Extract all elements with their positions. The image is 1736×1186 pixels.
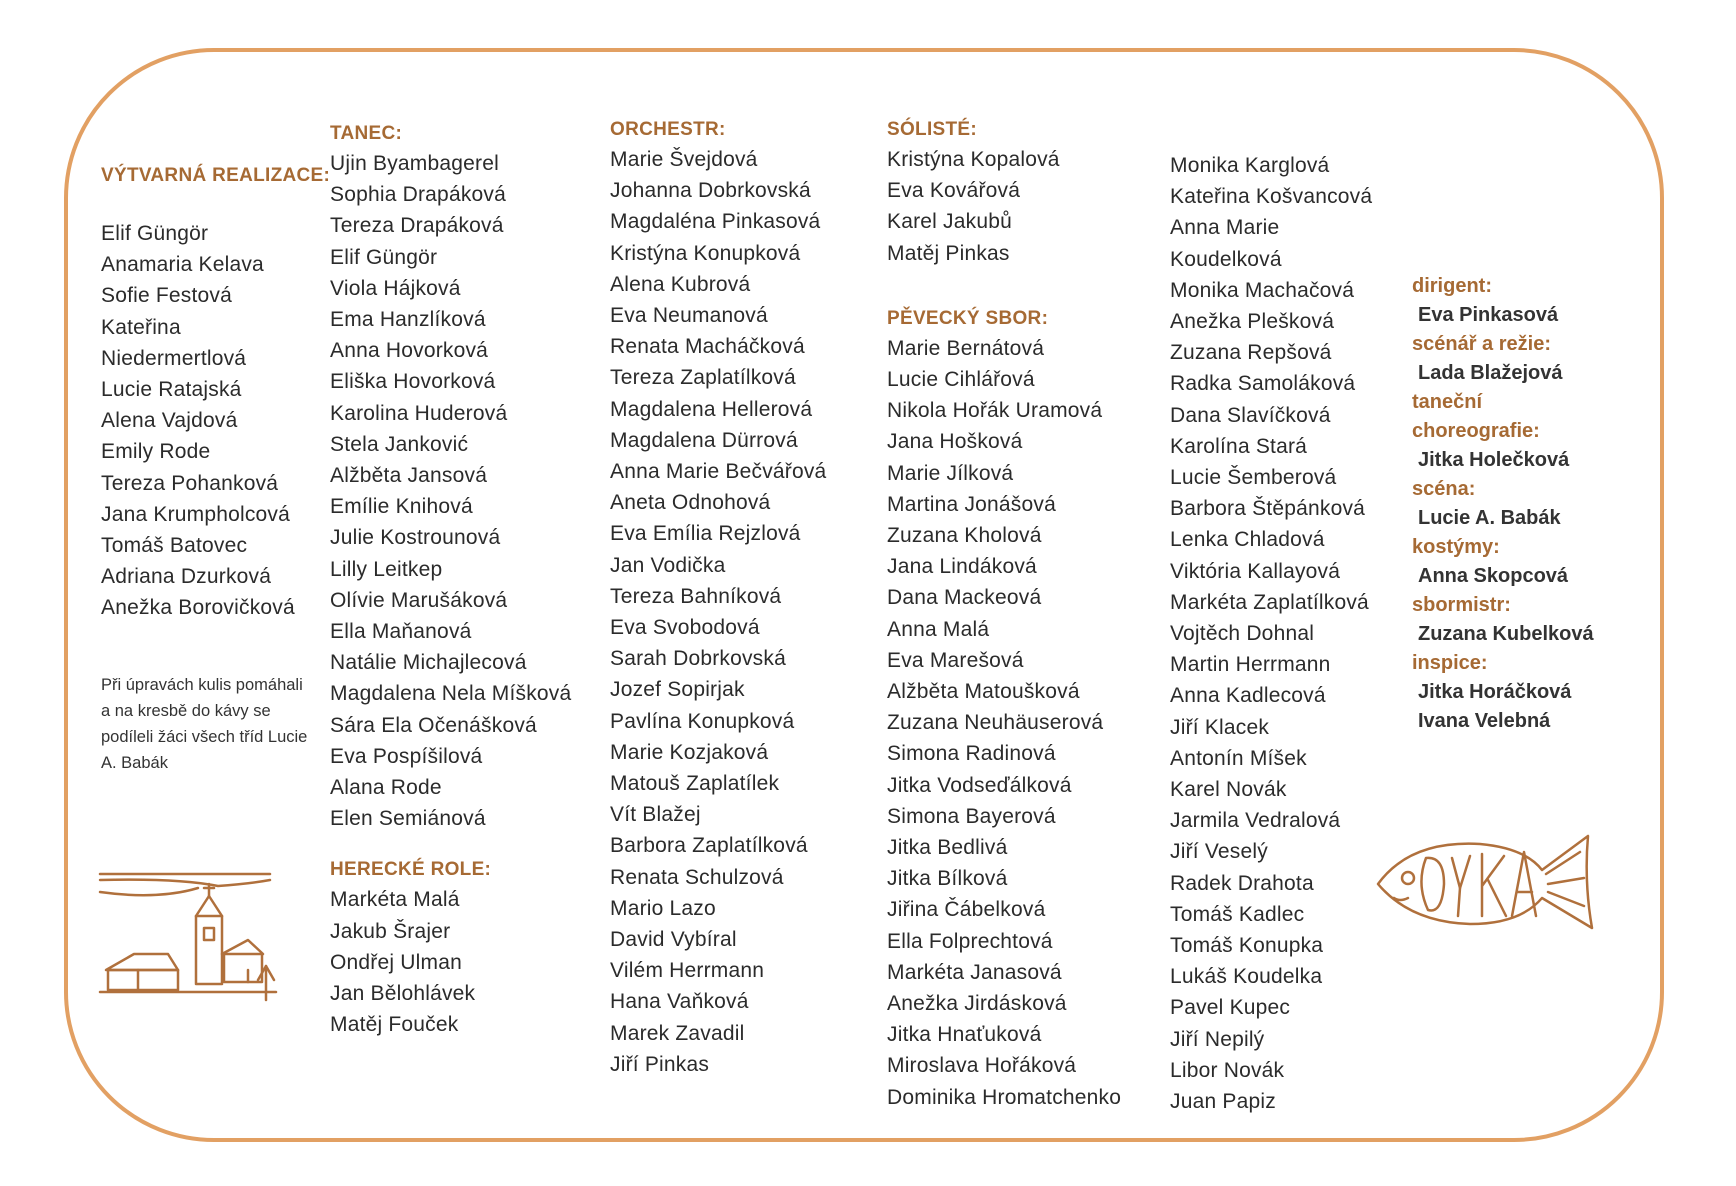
- name-item: Kristýna Konupková: [610, 241, 801, 265]
- name-item: Alžběta Matoušková: [887, 680, 1080, 704]
- name-item: Barbora Štěpánková: [1170, 497, 1366, 521]
- name-item: Eva Emília Rejzlová: [610, 522, 801, 546]
- choir-continued-column: [1170, 150, 1372, 1117]
- credit-role: inspice:: [1412, 652, 1488, 674]
- name-item: Eva Svobodová: [610, 616, 760, 640]
- name-item: Aneta Odnohová: [610, 491, 771, 515]
- name-item: Mario Lazo: [610, 896, 716, 920]
- name-item: Magdaléna Pinkasová: [610, 210, 821, 234]
- name-item: Jiří Klacek: [1170, 715, 1270, 739]
- name-item: Anna Malá: [887, 617, 990, 641]
- name-item: Pavlína Konupková: [610, 709, 795, 733]
- name-item: Eva Kovářová: [887, 179, 1021, 203]
- name-item: Anamaria Kelava: [101, 253, 264, 277]
- name-item: Monika Machačová: [1170, 278, 1355, 302]
- name-item: Karel Jakubů: [887, 210, 1012, 234]
- name-item: Natálie Michajlecová: [330, 651, 527, 675]
- choir-continued-list: [1170, 150, 1372, 1117]
- name-item: Barbora Zaplatílková: [610, 834, 808, 858]
- orchestra-column: [610, 116, 826, 1080]
- name-item: Jitka Bedlivá: [887, 836, 1008, 860]
- name-item: Johanna Dobrkovská: [610, 179, 811, 203]
- name-item: Elif Güngör: [101, 222, 209, 245]
- credit-person: Eva Pinkasová: [1418, 304, 1559, 326]
- credit-role: choreografie:: [1412, 420, 1540, 442]
- credit-person: Zuzana Kubelková: [1418, 623, 1594, 645]
- name-item: Miroslava Hořáková: [887, 1054, 1077, 1078]
- name-item: Karel Novák: [1170, 778, 1287, 802]
- name-item: Monika Karglová: [1170, 154, 1330, 177]
- village-church-icon: [98, 870, 278, 1005]
- name-item: Jitka Vodseďálková: [887, 773, 1072, 797]
- name-item: Pavel Kupec: [1170, 996, 1291, 1020]
- name-item: Jiří Veselý: [1170, 840, 1268, 864]
- name-item: Julie Kostrounová: [330, 526, 501, 550]
- name-item: Marie Kozjaková: [610, 740, 769, 764]
- name-item: Karolína Stará: [1170, 434, 1308, 458]
- credit-person: Jitka Holečková: [1418, 449, 1570, 471]
- credit-person: Anna Skopcová: [1418, 565, 1569, 587]
- soloists-column: [887, 116, 1121, 1113]
- name-item: Alana Rode: [330, 776, 442, 800]
- name-item: Eva Neumanová: [610, 304, 768, 328]
- name-item: Jan Vodička: [610, 553, 726, 577]
- name-item: Ella Maňanová: [330, 620, 472, 644]
- name-item: Viktória Kallayová: [1170, 559, 1341, 583]
- name-item: Lucie Cihlářová: [887, 368, 1035, 392]
- name-item: Koudelková: [1170, 247, 1282, 271]
- name-item: Kristýna Kopalová: [887, 148, 1060, 171]
- name-item: Antonín Míšek: [1170, 746, 1307, 770]
- name-item: Anežka Jirdásková: [887, 992, 1067, 1016]
- credit-role: dirigent:: [1412, 275, 1492, 297]
- name-item: Elif Güngör: [330, 245, 438, 269]
- name-item: Niedermertlová: [101, 346, 247, 370]
- name-item: Matěj Fouček: [330, 1013, 459, 1037]
- name-item: Ondřej Ulman: [330, 950, 462, 974]
- name-item: Karolina Huderová: [330, 401, 508, 425]
- name-item: Adriana Dzurková: [101, 565, 272, 589]
- name-item: Sára Ela Očenášková: [330, 713, 537, 737]
- name-item: Lilly Leitkep: [330, 557, 443, 581]
- name-item: Eva Pospíšilová: [330, 744, 483, 768]
- acting-list: [330, 884, 571, 1040]
- fish-icon: [1370, 822, 1600, 942]
- name-item: Tomáš Batovec: [101, 534, 248, 558]
- name-item: Magdalena Nela Míšková: [330, 682, 572, 706]
- name-item: Anežka Borovičková: [101, 596, 295, 620]
- visual-art-heading: VÝTVARNÁ REALIZACE:: [101, 165, 331, 186]
- name-item: Jana Lindáková: [887, 555, 1037, 579]
- name-item: Eva Marešová: [887, 648, 1024, 672]
- dance-column: [330, 120, 571, 1040]
- orchestra-list: [610, 144, 826, 1080]
- name-item: Alena Vajdová: [101, 409, 238, 433]
- name-item: Markéta Janasová: [887, 960, 1062, 984]
- name-item: Zuzana Repšová: [1170, 341, 1332, 365]
- name-item: Kateřina Košvancová: [1170, 185, 1373, 209]
- visual-art-list: [101, 218, 330, 624]
- name-item: Lucie Šemberová: [1170, 466, 1337, 490]
- name-item: Markéta Malá: [330, 888, 460, 912]
- orchestra-heading: ORCHESTR:: [610, 119, 726, 140]
- name-item: Marie Jílková: [887, 461, 1014, 485]
- name-item: Vilém Herrmann: [610, 959, 765, 983]
- name-item: Martin Herrmann: [1170, 653, 1331, 677]
- dance-list: [330, 148, 571, 834]
- name-item: Jitka Hnaťuková: [887, 1023, 1042, 1047]
- visual-art-column: [101, 162, 330, 624]
- name-item: Libor Novák: [1170, 1058, 1285, 1082]
- name-item: Dana Slavíčková: [1170, 403, 1331, 427]
- name-item: Lucie Ratajská: [101, 378, 242, 402]
- name-item: Emily Rode: [101, 440, 211, 464]
- name-item: Anna Marie: [1170, 216, 1280, 240]
- name-item: Alžběta Jansová: [330, 464, 488, 488]
- name-item: Marek Zavadil: [610, 1021, 745, 1045]
- name-item: Sophia Drapáková: [330, 183, 506, 207]
- credit-role: scénář a režie:: [1412, 333, 1551, 355]
- name-item: Radka Samoláková: [1170, 372, 1356, 396]
- name-item: Dana Mackeová: [887, 586, 1042, 610]
- name-item: Elen Semiánová: [330, 807, 486, 831]
- name-item: Vojtěch Dohnal: [1170, 622, 1315, 646]
- name-item: Markéta Zaplatílková: [1170, 590, 1369, 614]
- credit-role: scéna:: [1412, 478, 1476, 500]
- name-item: Radek Drahota: [1170, 871, 1314, 895]
- name-item: Jozef Sopirjak: [610, 678, 745, 702]
- name-item: Sofie Festová: [101, 284, 232, 308]
- name-item: Ella Folprechtová: [887, 929, 1053, 953]
- name-item: Magdalena Hellerová: [610, 397, 813, 421]
- name-item: Jarmila Vedralová: [1170, 809, 1341, 833]
- name-item: Kateřina: [101, 315, 181, 339]
- name-item: Marie Bernátová: [887, 336, 1045, 360]
- name-item: Hana Vaňková: [610, 990, 749, 1014]
- credits-block: [1412, 272, 1612, 736]
- name-item: Jakub Šrajer: [330, 919, 451, 943]
- credit-role: sbormistr:: [1412, 594, 1511, 616]
- credit-person: Lada Blažejová: [1418, 362, 1563, 384]
- name-item: Matouš Zaplatílek: [610, 772, 780, 796]
- name-item: Anna Hovorková: [330, 339, 489, 363]
- name-item: Martina Jonášová: [887, 492, 1056, 516]
- name-item: Nikola Hořák Uramová: [887, 399, 1103, 423]
- name-item: Anna Marie Bečvářová: [610, 460, 827, 484]
- name-item: Simona Bayerová: [887, 804, 1056, 828]
- name-item: Magdalena Dürrová: [610, 428, 798, 452]
- name-item: Tereza Drapáková: [330, 214, 504, 238]
- name-item: Tereza Zaplatílková: [610, 366, 796, 390]
- name-item: Sarah Dobrkovská: [610, 647, 786, 671]
- name-item: Alena Kubrová: [610, 272, 751, 296]
- acting-heading: HERECKÉ ROLE:: [330, 859, 492, 881]
- name-item: Zuzana Kholová: [887, 524, 1042, 548]
- name-item: David Vybíral: [610, 928, 737, 952]
- choir-heading: PĚVECKÝ SBOR:: [887, 307, 1049, 329]
- name-item: Emílie Knihová: [330, 495, 473, 519]
- name-item: Olívie Marušáková: [330, 588, 508, 612]
- name-item: Matěj Pinkas: [887, 241, 1010, 265]
- name-item: Anna Kadlecová: [1170, 684, 1326, 708]
- soloists-list: [887, 144, 1121, 269]
- name-item: Tomáš Kadlec: [1170, 902, 1305, 926]
- name-item: Ujin Byambagerel: [330, 152, 499, 175]
- name-item: Marie Švejdová: [610, 148, 758, 171]
- credit-role: kostýmy:: [1412, 536, 1500, 558]
- name-item: Anežka Plešková: [1170, 310, 1335, 334]
- soloists-heading: SÓLISTÉ:: [887, 119, 978, 140]
- name-item: Jana Hošková: [887, 430, 1023, 454]
- name-item: Jitka Bílková: [887, 867, 1008, 891]
- credit-person: Lucie A. Babák: [1418, 507, 1561, 529]
- name-item: Renata Schulzová: [610, 865, 784, 889]
- name-item: Jiří Pinkas: [610, 1052, 710, 1076]
- name-item: Jiřina Čábelková: [887, 898, 1046, 922]
- dance-heading: TANEC:: [330, 123, 403, 144]
- name-item: Dominika Hromatchenko: [887, 1085, 1122, 1109]
- name-item: Viola Hájková: [330, 276, 461, 300]
- name-item: Eliška Hovorková: [330, 370, 496, 394]
- name-item: Zuzana Neuhäuserová: [887, 711, 1104, 735]
- name-item: Stela Janković: [330, 432, 469, 456]
- name-item: Tomáš Konupka: [1170, 934, 1324, 958]
- name-item: Jan Bělohlávek: [330, 982, 476, 1006]
- name-item: Tereza Bahníková: [610, 584, 782, 608]
- name-item: Vít Blažej: [610, 803, 701, 827]
- credit-role: taneční: [1412, 391, 1483, 413]
- name-item: Lukáš Koudelka: [1170, 965, 1323, 989]
- name-item: Jana Krumpholcová: [101, 502, 291, 526]
- name-item: Ema Hanzlíková: [330, 308, 486, 332]
- name-item: Lenka Chladová: [1170, 528, 1325, 552]
- name-item: Tereza Pohanková: [101, 471, 279, 495]
- name-item: Simona Radinová: [887, 742, 1056, 766]
- name-item: Jiří Nepilý: [1170, 1027, 1265, 1051]
- credit-person: Jitka Horáčková: [1418, 681, 1572, 703]
- credit-person: Ivana Velebná: [1418, 710, 1551, 732]
- helpers-note: Při úpravách kulis pomáhali a na kresbě do kávy se podíleli žáci všech tříd Lucie A. Babák: [101, 676, 308, 772]
- name-item: Renata Macháčková: [610, 335, 805, 359]
- choir-list: [887, 333, 1121, 1113]
- name-item: Juan Papiz: [1170, 1090, 1276, 1114]
